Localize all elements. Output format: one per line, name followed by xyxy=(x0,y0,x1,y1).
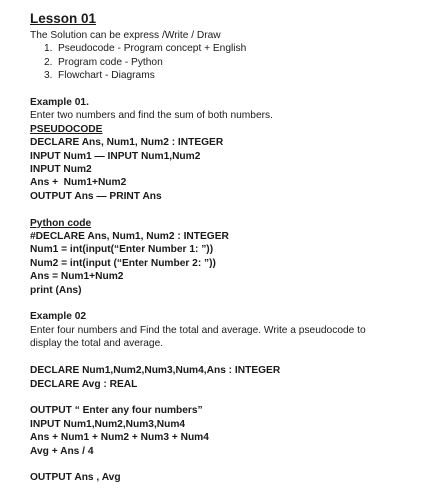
spacer xyxy=(30,351,405,364)
methods-list xyxy=(30,42,405,82)
methods-list-item: 2. Program code - Python xyxy=(44,56,163,68)
pseudocode-line: DECLARE Ans, Num1, Num2 : INTEGER xyxy=(30,137,224,149)
pseudocode-line: INPUT Num2 xyxy=(30,164,92,176)
process-line: OUTPUT “ Enter any four numbers” xyxy=(30,405,203,417)
lesson-title: Lesson 01 xyxy=(30,11,97,26)
example2-task: Enter four numbers and Find the total and average. Write a pseudocode to xyxy=(30,324,366,336)
python-code-line: Num2 = int(input (“Enter Number 2: ”)) xyxy=(30,257,216,269)
methods-list-item: 3. Flowchart - Diagrams xyxy=(44,70,155,82)
process-line: INPUT Num1,Num2,Num3,Num4 xyxy=(30,418,186,430)
spacer xyxy=(30,297,405,310)
python-code-line: Num1 = int(input(“Enter Number 1: ”)) xyxy=(30,244,214,256)
spacer xyxy=(30,458,405,471)
pseudocode-line: Ans + Num1+Num2 xyxy=(30,177,127,189)
python-code-line: Ans = Num1+Num2 xyxy=(30,271,124,283)
pseudocode-line: INPUT Num1 — INPUT Num1,Num2 xyxy=(30,150,201,162)
process-line: Ans + Num1 + Num2 + Num3 + Num4 xyxy=(30,432,209,444)
example2-task: display the total and average. xyxy=(30,338,164,350)
example1-task: Enter two numbers and find the sum of both numbers. xyxy=(30,110,273,122)
python-code-heading: Python code xyxy=(30,217,92,229)
process-line: Avg + Ans / 4 xyxy=(30,445,94,457)
output-line: OUTPUT Ans , Avg xyxy=(30,472,121,484)
spacer xyxy=(30,83,405,96)
spacer xyxy=(30,203,405,216)
intro-text: The Solution can be express /Write / Draw xyxy=(30,30,221,41)
spacer xyxy=(30,391,405,404)
example2-heading: Example 02 xyxy=(30,311,87,323)
example1-heading: Example 01. xyxy=(30,97,89,109)
methods-list-item: 1. Pseudocode - Program concept + English xyxy=(44,43,247,55)
python-code-line: print (Ans) xyxy=(30,284,82,296)
pseudocode-line: OUTPUT Ans — PRINT Ans xyxy=(30,190,162,202)
declare-line: DECLARE Num1,Num2,Num3,Num4,Ans : INTEGER xyxy=(30,365,281,377)
python-code-line: #DECLARE Ans, Num1, Num2 : INTEGER xyxy=(30,231,229,243)
declare-line: DECLARE Avg : REAL xyxy=(30,378,138,390)
pseudocode-heading: PSEUDOCODE xyxy=(30,123,103,135)
